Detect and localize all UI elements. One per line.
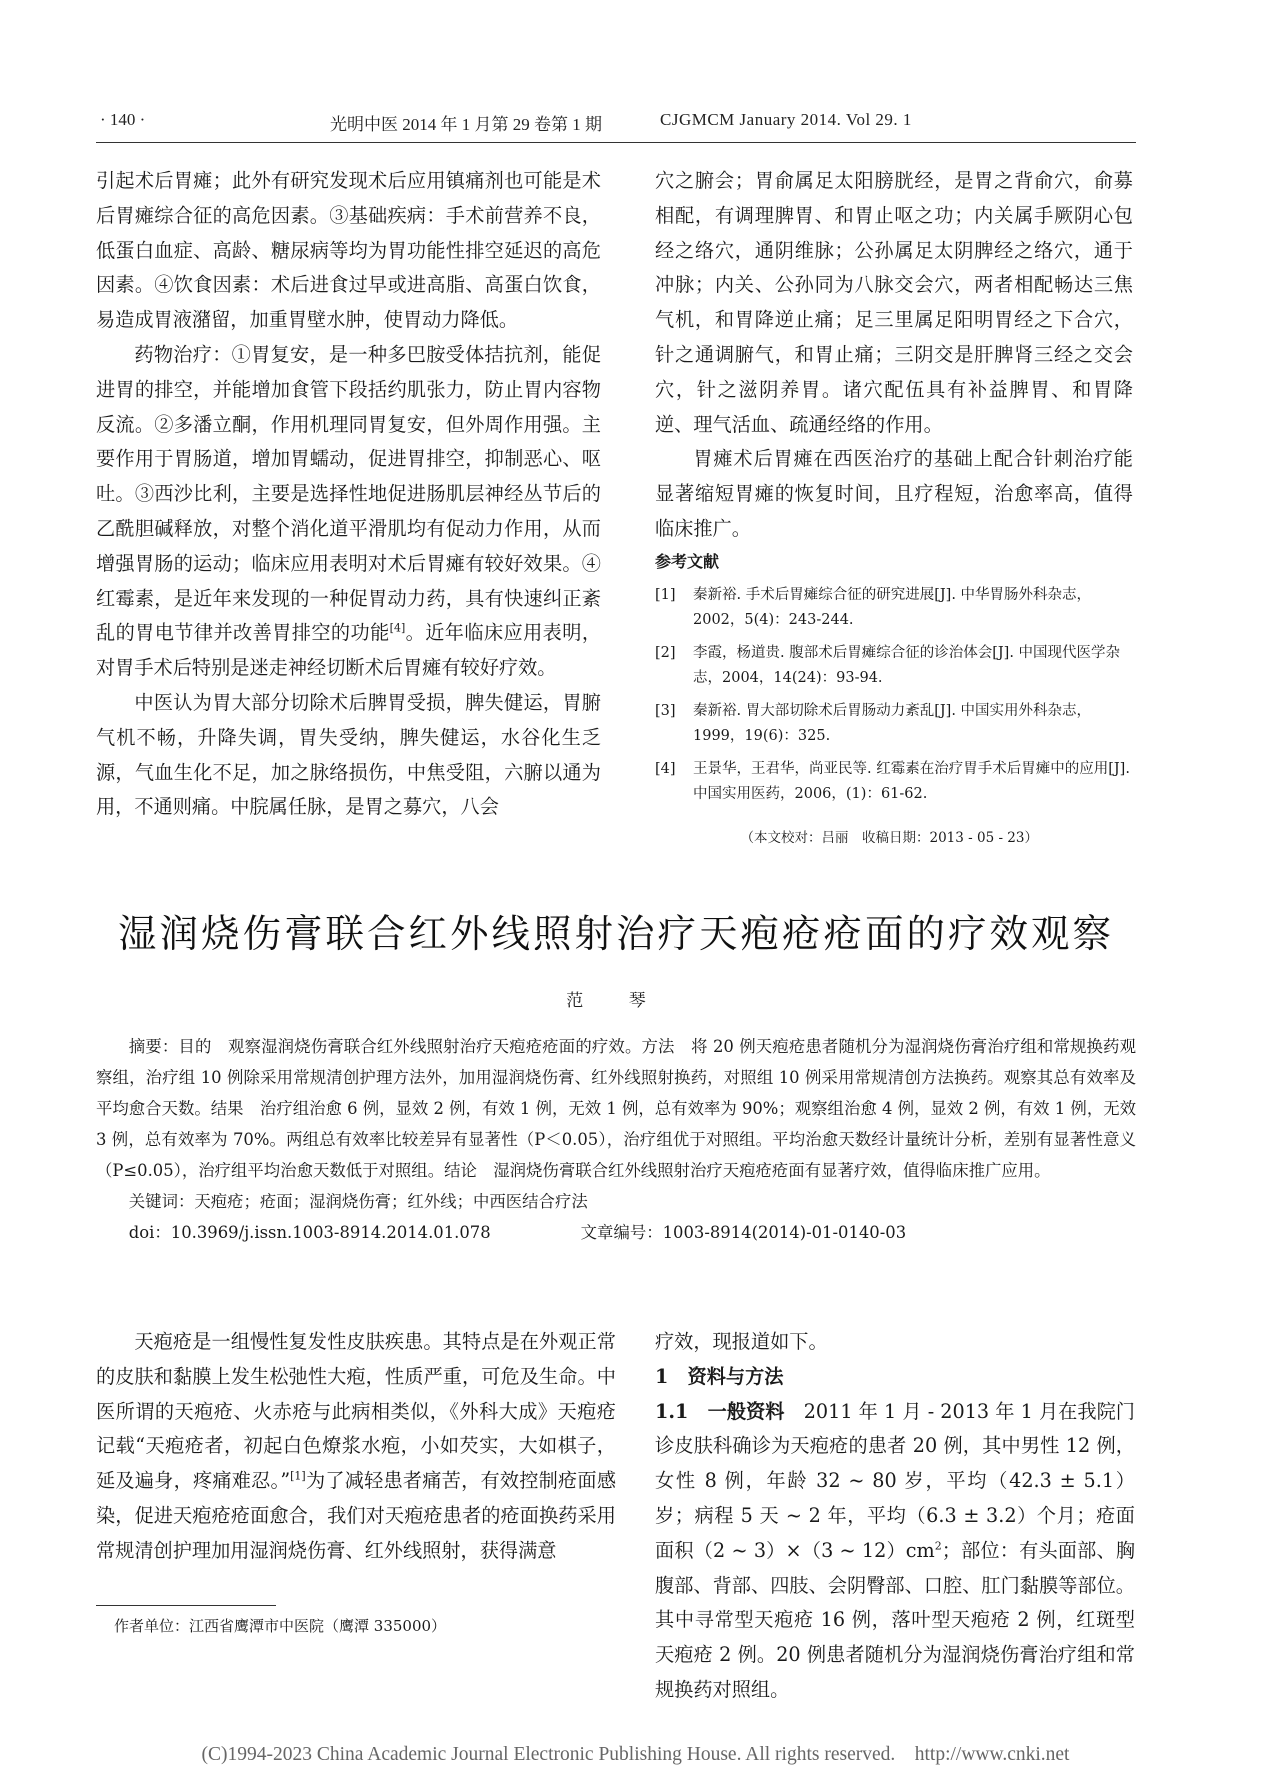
keywords: 关键词：天疱疮；疮面；湿润烧伤膏；红外线；中西医结合疗法 [128, 1192, 588, 1211]
article-title: 湿润烧伤膏联合红外线照射治疗天疱疮疮面的疗效观察 [117, 912, 1114, 957]
paragraph-text: 为了减轻患者痛苦，有效控制疮面感染，促进天疱疮疮面愈合，我们对天疱疮患者的疮面换药采用常规清创护理加用湿润烧伤膏、红外线照射，获得满意 [96, 1469, 617, 1562]
article-left-column [96, 1325, 616, 1569]
references-heading: 参考文献 [655, 551, 720, 571]
subsection-heading: 1.1 一般资料 [655, 1399, 785, 1423]
citation: [1] [290, 1469, 306, 1483]
intro-paragraph [96, 1325, 616, 1569]
reference-text: 李霞，杨道贵. 腹部术后胃瘫综合征的诊治体会[J]. 中国现代医学杂志，2004，14(24)：93-94. [693, 644, 1121, 686]
citation: [4] [389, 621, 406, 635]
superscript: 2 [934, 1539, 942, 1553]
reference-item [655, 699, 1133, 749]
doi-line [96, 1217, 1136, 1248]
reference-text: 王景华，王君华，尚亚民等. 红霉素在治疗胃手术后胃瘫中的应用[J]. 中国实用医药，2006，(1)：61-62. [693, 760, 1130, 802]
copyright-notice: (C)1994-2023 China Academic Journal Electronic Publishing House. All rights reserved. http://www.cnki.net [201, 1744, 1070, 1765]
paragraph: 胃瘫术后胃瘫在西医治疗的基础上配合针刺治疗能显著缩短胃瘫的恢复时间，且疗程短，治愈率高，值得临床推广。 [655, 447, 1133, 540]
paragraph-text: 药物治疗：①胃复安，是一种多巴胺受体拮抗剂，能促进胃的排空，并能增加食管下段括约肌张力，防止胃内容物反流。②多潘立酮，作用机理同胃复安，但外周作用强。主要作用于胃肠道，增加胃蠕动，促进胃排空，抑制恶心、呕吐。③西沙比利，主要是选择性地促进肠肌层神经丛节后的乙酰胆碱释放，对整个消化道平滑肌均有促动力作用，从而增强胃肠的运动；临床应用表明对术后胃瘫有较好效果。④红霉素，是近年来发现的一种促胃动力药，具有快速纠正紊乱的胃电节律并改善胃排空的功能 [96, 342, 601, 645]
paragraph-text: 。近年临床应用表明，对胃手术后特别是迷走神经切断术后胃瘫有较好疗效。 [96, 621, 602, 680]
reference-number: [1] [655, 586, 676, 603]
paragraph [655, 1395, 1135, 1708]
paragraph-text: 2011 年 1 月 - 2013 年 1 月在我院门诊皮肤科确诊为天疱疮的患者 20 例，其中男性 12 例，女性 8 例，年龄 32 ~ 80 岁，平均（42.3 ± 5.1）岁；病程 5 天 ~ 2 年，平均（6.3 ± 3.2）个月；疮面面积（2 ~ 3）×（3 ~ 12）cm [655, 1399, 1135, 1562]
paragraph: 引起术后胃瘫；此外有研究发现术后应用镇痛剂也可能是术后胃瘫综合征的高危因素。③基础疾病：手术前营养不良，低蛋白血症、高龄、糖尿病等均为胃功能性排空延迟的高危因素。④饮食因素：术后进食过早或进高脂、高蛋白饮食，易造成胃液潴留，加重胃壁水肿，使胃动力降低。 [96, 169, 601, 332]
abstract-block [96, 1031, 1136, 1248]
paragraph-text: 天疱疮是一组慢性复发性皮肤疾患。其特点是在外观正常的皮肤和黏膜上发生松弛性大疱，性质严重，可危及生命。中医所谓的天疱疮、火赤疮与此病相类似，《外科大成》天疱疮记载“天疱疮者，初起白色燎浆水疱，小如芡实，大如棋子，延及遍身，疼痛难忍。” [96, 1330, 616, 1493]
page-number: · 140 · [100, 110, 146, 129]
doi: doi：10.3969/j.issn.1003-8914.2014.01.078 [128, 1223, 491, 1242]
section-heading: 1 资料与方法 [655, 1364, 784, 1388]
journal-issue-en: CJGMCM January 2014. Vol 29. 1 [660, 110, 912, 129]
running-header [100, 104, 1130, 140]
reference-number: [2] [655, 644, 676, 661]
author-affiliation: 作者单位：江西省鹰潭市中医院（鹰潭 335000） [114, 1617, 447, 1635]
article-author: 范 琴 [566, 991, 666, 1011]
article-number: 文章编号：1003-8914(2014)-01-0140-03 [580, 1223, 907, 1242]
reference-number: [3] [655, 702, 676, 719]
journal-issue-cn: 光明中医 2014 年 1 月第 29 卷第 1 期 [330, 115, 602, 134]
paragraph: 疗效，现报道如下。 [655, 1330, 828, 1353]
reference-item [655, 583, 1133, 633]
paragraph: 穴之腑会；胃俞属足太阳膀胱经，是胃之背俞穴，俞募相配，有调理脾胃、和胃止呕之功；内关属手厥阴心包经之络穴，通阴维脉；公孙属足太阴脾经之络穴，通于冲脉；内关、公孙同为八脉交会穴，两者相配畅达三焦气机，和胃降逆止痛；足三里属足阳明胃经之下合穴，针之通调腑气，和胃止痛；三阴交是肝脾肾三经之交会穴，针之滋阴养胃。诸穴配伍具有补益脾胃、和胃降逆、理气活血、疏通经络的作用。 [655, 169, 1133, 436]
reference-text: 秦新裕. 手术后胃瘫综合征的研究进展[J]. 中华胃肠外科杂志，2002，5(4)：243-244. [693, 586, 1092, 628]
abstract: 摘要：目的 观察湿润烧伤膏联合红外线照射治疗天疱疮疮面的疗效。方法 将 20 例天疱疮患者随机分为湿润烧伤膏治疗组和常规换药观察组，治疗组 10 例除采用常规清创护理方法外，加用湿润烧伤膏、红外线照射换药，对照组 10 例采用常规清创方法换药。观察其总有效率及平均愈合天数。结果 治疗组治愈 6 例，显效 2 例，有效 1 例，无效 1 例，总有效率为 90%；观察组治愈 4 例，显效 2 例，有效 1 例，无效 3 例，总有效率为 70%。两组总有效率比较差异有显著性（P＜0.05），治疗组优于对照组。平均治愈天数经计量统计分析，差别有显著性意义（P≤0.05），治疗组平均治愈天数低于对照组。结论 湿润烧伤膏联合红外线照射治疗天疱疮疮面有显著疗效，值得临床推广应用。 [96, 1037, 1136, 1180]
prev-article-right-column [655, 164, 1133, 849]
prev-article-left-column [96, 164, 601, 825]
paragraph: 中医认为胃大部分切除术后脾胃受损，脾失健运，胃腑气机不畅，升降失调，胃失受纳，脾失健运，水谷化生乏源，气血生化不足，加之脉络损伤，中焦受阻，六腑以通为用，不通则痛。中脘属任脉，是胃之募穴，八会 [96, 690, 601, 819]
article-right-column [655, 1325, 1135, 1708]
proof-note: （本文校对：吕丽 收稿日期：2013 - 05 - 23） [740, 829, 1038, 846]
reference-item [655, 641, 1133, 691]
header-rule [96, 142, 1136, 143]
paragraph-text: ；部位：有头面部、胸腹部、背部、四肢、会阴臀部、口腔、肛门黏膜等部位。其中寻常型天疱疮 16 例，落叶型天疱疮 2 例，红斑型天疱疮 2 例。20 例患者随机分为湿润烧伤膏治疗组和常规换药对照组。 [655, 1538, 1136, 1701]
footnote-rule [96, 1605, 276, 1606]
paragraph [96, 338, 601, 686]
reference-item [655, 757, 1133, 807]
reference-number: [4] [655, 760, 676, 777]
reference-text: 秦新裕. 胃大部切除术后胃肠动力紊乱[J]. 中国实用外科杂志，1999，19(6)：325. [693, 702, 1092, 744]
